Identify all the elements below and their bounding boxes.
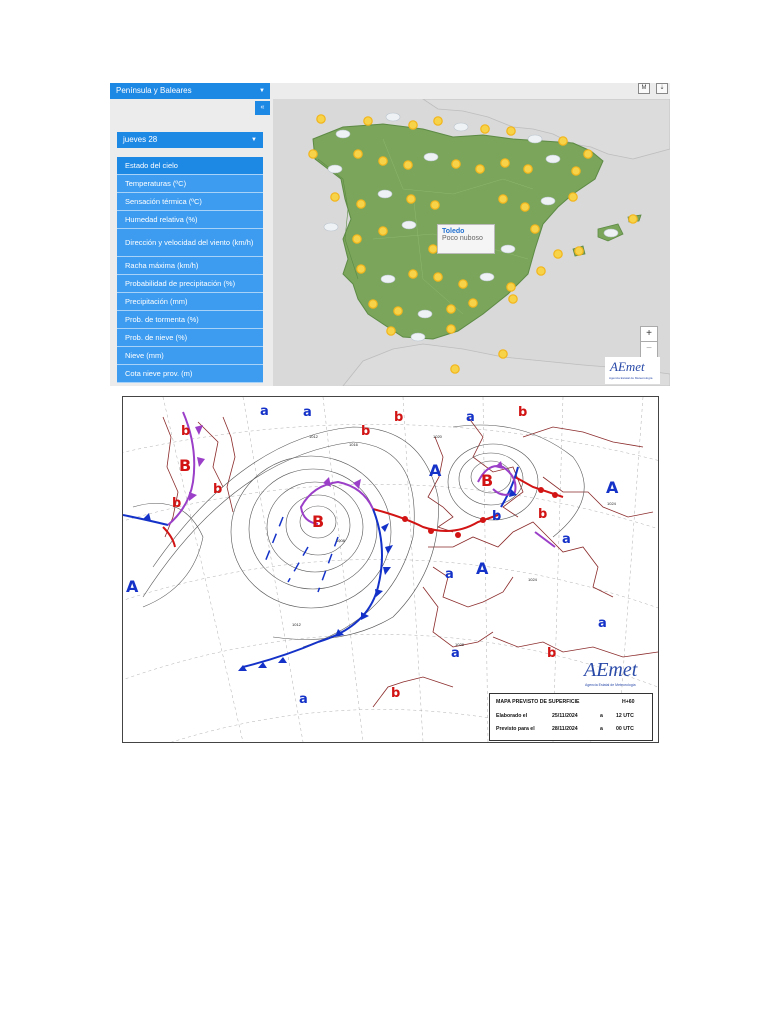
high-center: A [606,478,619,497]
sun-icon [499,350,507,358]
sun-icon [481,125,489,133]
tooltip-city: Toledo [442,228,465,235]
sun-icon [379,227,387,235]
sun-icon [451,365,459,373]
sun-icon [447,305,455,313]
tooltip-sky: Poco nuboso [442,235,483,242]
surface-forecast-chart [122,396,659,743]
chart-info-box [489,693,653,741]
day-select-label: jueves 28 [123,135,158,144]
secondary-high: a [466,410,475,425]
secondary-high: a [303,405,312,420]
secondary-low: b [518,405,528,420]
chevron-down-icon: ▼ [259,88,265,94]
aemet-logo: AEmet Agencia Estatal de Meteorología [605,357,660,384]
sun-icon [407,195,415,203]
secondary-high: a [260,404,269,419]
secondary-low: b [172,496,182,511]
region-select-label: Península y Baleares [116,86,192,95]
cloud-icon [386,113,400,121]
sun-icon [584,150,592,158]
sun-icon [521,203,529,211]
warm-fronts [163,477,563,547]
secondary-low: b [492,509,502,524]
sun-icon [459,280,467,288]
cloud-icon [480,273,494,281]
sun-icon [531,225,539,233]
isobar-label: 1024 [607,501,616,506]
sun-icon [387,327,395,335]
info-range: H+60 [622,699,635,705]
sun-icon [434,117,442,125]
menu-item-temperaturas[interactable]: Temperaturas (ºC) [117,175,263,193]
collapse-panel-button[interactable]: « [255,101,270,115]
sun-icon [569,193,577,201]
map-tools [632,82,668,94]
info-made-date: 25/11/2024 [552,713,578,719]
sun-icon [554,250,562,258]
sun-icon [447,325,455,333]
sun-icon [501,159,509,167]
secondary-low: b [181,424,191,439]
sun-icon [409,270,417,278]
sun-icon [394,307,402,315]
cloud-icon [402,221,416,229]
info-valid-a: a [600,726,603,732]
low-center: B [179,456,192,475]
sun-icon [499,195,507,203]
isobar-label: 1012 [309,434,318,439]
sun-icon [559,137,567,145]
menu-item-racha[interactable]: Racha máxima (km/h) [117,257,263,275]
info-made-a: a [600,713,603,719]
low-center: B [481,471,494,490]
menu-item-nieve[interactable]: Nieve (mm) [117,347,263,365]
info-made-label: Elaborado el [496,713,528,719]
cloud-icon [378,190,392,198]
cloud-icon [324,223,338,231]
day-select[interactable] [117,132,263,148]
sun-icon [331,193,339,201]
sun-icon [379,157,387,165]
sun-icon [409,121,417,129]
menu-item-precipitacion[interactable]: Precipitación (mm) [117,293,263,311]
isobar-label: 1016 [349,442,358,447]
secondary-low: b [361,424,371,439]
sun-icon [353,235,361,243]
zoom-in-button[interactable]: + [640,326,658,343]
isobar-label: 1024 [528,577,537,582]
sun-icon [369,300,377,308]
high-center: A [429,461,442,480]
info-valid-date: 28/11/2024 [552,726,578,732]
sun-icon [509,295,517,303]
menu-item-estado-cielo[interactable]: Estado del cielo [117,157,263,175]
sun-icon [317,115,325,123]
spain-weather-map[interactable] [273,99,670,386]
sun-icon [404,161,412,169]
sun-icon [434,273,442,281]
sun-icon [354,150,362,158]
isobar-label: 1020 [433,434,442,439]
sun-icon [431,201,439,209]
sun-icon [357,200,365,208]
secondary-high: a [299,692,308,707]
sun-icon [575,247,583,255]
info-valid-time: 00 UTC [616,726,634,732]
cloud-icon [424,153,438,161]
cloud-icon [336,130,350,138]
sun-icon [507,127,515,135]
cloud-icon [381,275,395,283]
aemet-logo: AEmet Agencia Estatal de Meteorología [584,659,638,687]
cloud-icon [528,135,542,143]
forecast-widget [110,83,670,386]
cloud-icon [411,333,425,341]
cloud-icon [454,123,468,131]
sun-icon [476,165,484,173]
isobar-label: 1008 [336,538,345,543]
city-tooltip [437,224,495,254]
sun-icon [452,160,460,168]
cloud-icon [604,229,618,237]
fullscreen-icon[interactable]: M [638,83,650,94]
menu-item-prob-nieve[interactable]: Prob. de nieve (%) [117,329,263,347]
warm-front-semicircles [402,487,558,538]
sun-icon [629,215,637,223]
chevron-down-icon: ▼ [251,137,257,143]
variable-menu [117,157,263,383]
isobar-label: 1012 [292,622,301,627]
cloud-icon [418,310,432,318]
cloud-icon [546,155,560,163]
high-center: A [476,559,489,578]
secondary-high: a [598,616,607,631]
secondary-low: b [391,686,401,701]
secondary-low: b [213,482,223,497]
secondary-low: b [538,507,548,522]
sun-icon [507,283,515,291]
high-center: A [126,577,139,596]
info-title: MAPA PREVISTO DE SUPERFICIE [496,699,580,705]
occluded-front-symbols [189,425,503,501]
low-center: B [312,512,325,531]
sun-icon [364,117,372,125]
secondary-high: a [562,532,571,547]
secondary-low: b [394,410,404,425]
secondary-low: b [547,646,557,661]
isobar-label: 1028 [455,642,464,647]
trough-lines [263,517,338,592]
menu-item-viento[interactable]: Dirección y velocidad del viento (km/h) [117,229,263,257]
sun-icon [572,167,580,175]
menu-item-humedad[interactable]: Humedad relativa (%) [117,211,263,229]
region-select[interactable] [110,83,270,99]
cloud-icon [541,197,555,205]
download-icon[interactable]: ⇣ [656,83,668,94]
sun-icon [469,299,477,307]
sun-icon [537,267,545,275]
info-valid-label: Previsto para el [496,726,535,732]
cloud-icon [328,165,342,173]
info-made-time: 12 UTC [616,713,634,719]
sun-icon [524,165,532,173]
sun-icon [429,245,437,253]
sun-icon [357,265,365,273]
menu-item-sensacion-termica[interactable]: Sensación térmica (ºC) [117,193,263,211]
menu-item-prob-precipitacion[interactable]: Probabilidad de precipitación (%) [117,275,263,293]
zoom-out-button[interactable]: − [640,341,658,358]
secondary-high: a [451,646,460,661]
cloud-icon [501,245,515,253]
menu-item-cota-nieve[interactable]: Cota nieve prov. (m) [117,365,263,383]
secondary-high: a [445,567,454,582]
sun-icon [309,150,317,158]
menu-item-prob-tormenta[interactable]: Prob. de tormenta (%) [117,311,263,329]
